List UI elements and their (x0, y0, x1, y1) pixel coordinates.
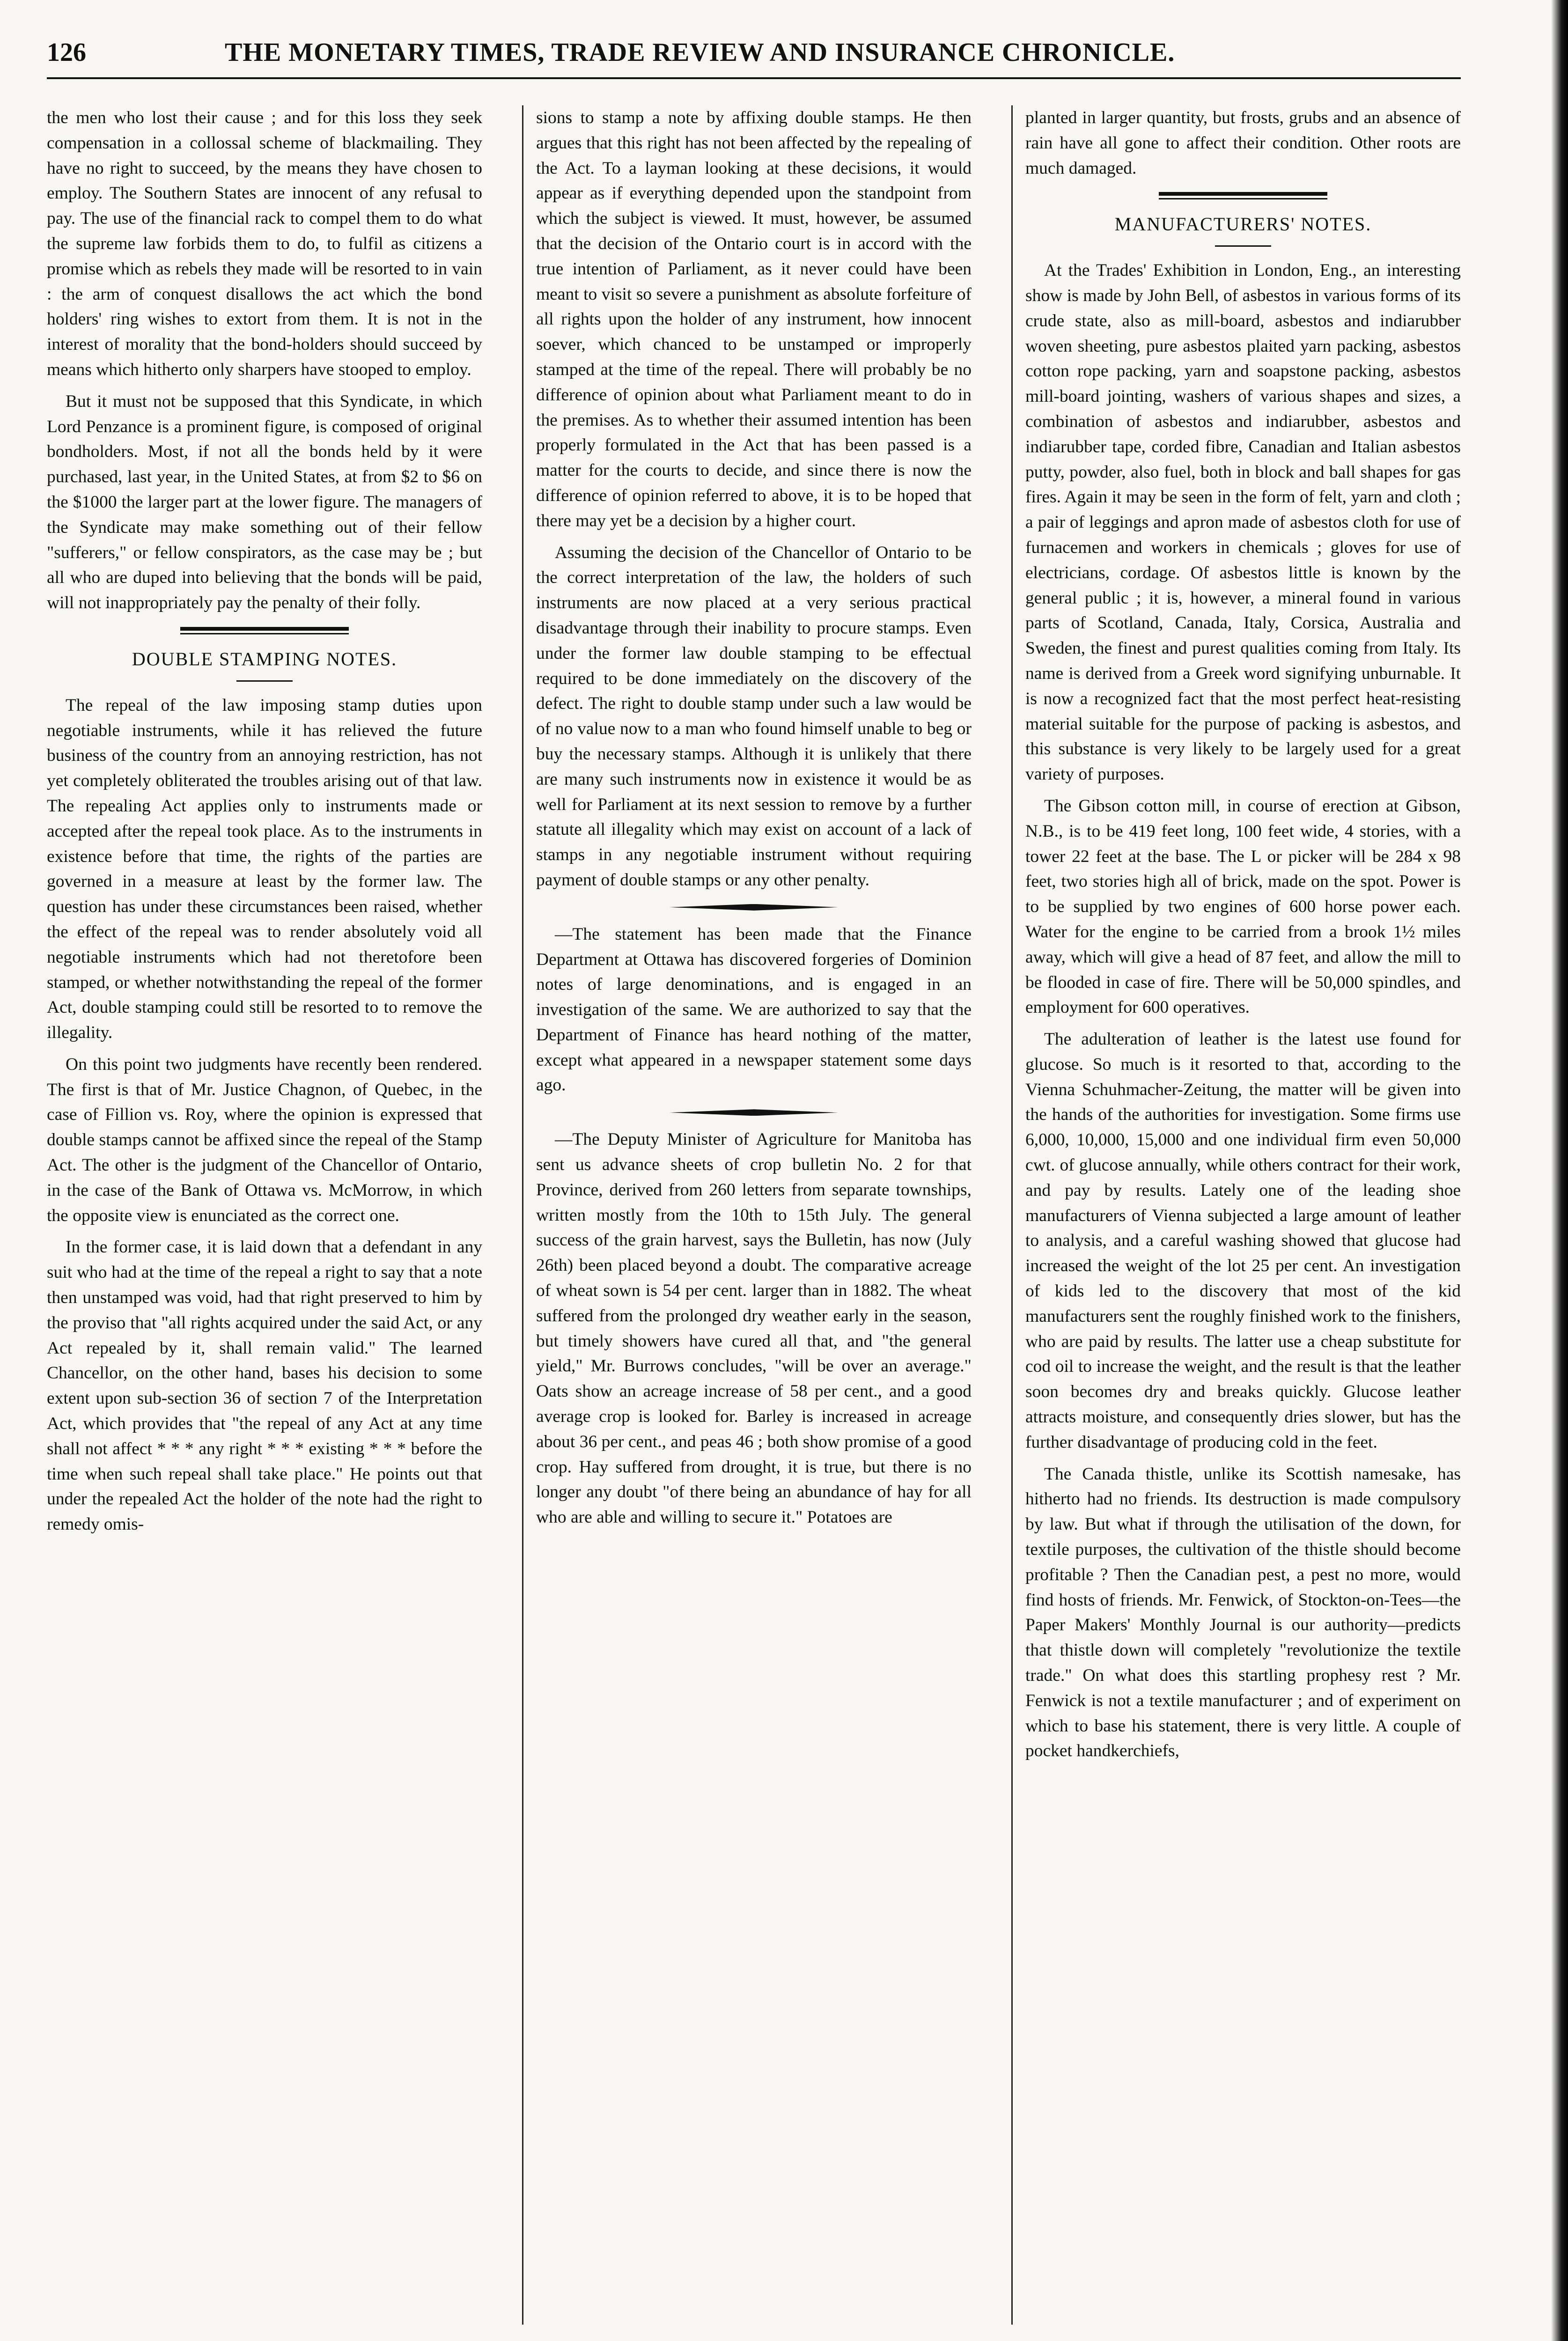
section-divider (670, 904, 838, 911)
column-3 (1025, 105, 1461, 2325)
page-number: 126 (47, 38, 86, 67)
paragraph: The Canada thistle, unlike its Scottish namesake, has hitherto had no friends. Its destruction is made compulsory by law. But what if through the utilisation of the down, for textile purposes, the cultivation of the thistle should become profitable ? Then the Canadian pest, a pest no more, would find hosts of friends. Mr. Fenwick, of Stockton-on-Tees—the Paper Makers' Monthly Journal is our authority—predicts that thistle down will completely "revolutionize the textile trade." On what does this startling prophesy rest ? Mr. Fenwick is not a textile manufacturer ; and of experiment on which to base his statement, there is very little. A couple of pocket handkerchiefs, (1025, 1464, 1461, 1761)
section-heading-manufacturers: MANUFACTURERS' NOTES. (1114, 213, 1372, 235)
running-title: THE MONETARY TIMES, TRADE REVIEW AND INSURANCE CHRONICLE. (225, 38, 1175, 67)
heading-dash (236, 680, 293, 682)
paragraph: At the Trades' Exhibition in London, Eng., an interesting show is made by John Bell, of asbestos in various forms of its crude state, also as mill-board, asbestos and indiarubber woven sheeting, pure asbestos plaited yarn packing, asbestos cotton rope packing, yarn and soapstone packing, asbestos mill-board jointing, washers of various shapes and sizes, a combination of asbestos and indiarubber, asbestos and indiarubber tape, corded fibre, Canadian and Italian asbestos putty, powder, also fuel, both in block and ball shapes for gas fires. Again it may be seen in the form of felt, yarn and cloth ; a pair of leggings and apron made of asbestos cloth for use of furnacemen and workers in chemicals ; gloves for use of electricians, cordage. Of asbestos little is known by the general public ; it is, however, a mineral found in various parts of Scotland, Canada, Italy, Corsica, Australia and Sweden, the finest and purest qualities coming from Italy. Its name is derived from a Greek word signifying unburnable. It is now a recognized fact that the most perfect heat-resisting material suitable for the purpose of packing is asbestos, and this substance is very likely to be largely used for a great variety of purposes. (1025, 261, 1461, 784)
section-divider (1159, 192, 1327, 199)
paragraph: Assuming the decision of the Chancellor of Ontario to be the correct interpretation of the law, the holders of such instruments are now placed at a very serious practical disadvantage through their inability to procure stamps. Even under the former law double stamping to be effectual required to be done immediately on the discovery of the defect. The right to double stamp under such a law would be of no value now to a man who found himself unable to beg or buy the necessary stamps. Although it is unlikely that there are many such instruments now in existence it would be as well for Parliament at its next session to remove by a further statute all illegality which may exist on account of a lack of stamps in any negotiable instrument without requiring payment of double stamps or any other penalty. (536, 543, 972, 890)
paragraph: The repeal of the law imposing stamp duties upon negotiable instruments, while it has relieved the future business of the country from an annoying restriction, has not yet completely obliterated the troubles arising out of that law. The repealing Act applies only to instruments made or accepted after the repeal took place. As to the instruments in existence before that time, the rights of the parties are governed in a measure at least by the former law. The question has under these circumstances been raised, whether the effect of the repeal was to render absolutely void all negotiable instruments which had not theretofore been stamped, or whether notwithstanding the repeal of the former Act, double stamping could still be resorted to to remove the illegality. (47, 695, 482, 1043)
paragraph: —The statement has been made that the Finance Department at Ottawa has discovered forgeries of Dominion notes of large denominations, and is engaged in an investigation of the same. We are authorized to say that the Department of Finance has heard nothing of the matter, except what appeared in a newspaper statement some days ago. (536, 924, 972, 1095)
paragraph: The Gibson cotton mill, in course of erection at Gibson, N.B., is to be 419 feet long, 100 feet wide, 4 stories, with a tower 22 feet at the base. The L or picker will be 284 x 98 feet, two stories high all of brick, made on the spot. Power is to be supplied by two engines of 600 horse power each. Water for the engine to be carried from a brook 1½ miles away, which will give a head of 87 feet, and allow the mill to be flooded in case of fire. There will be 50,000 spindles, and employment for 600 operatives. (1025, 796, 1461, 1017)
article-columns (47, 105, 1461, 2334)
paragraph: The adulteration of leather is the latest use found for glucose. So much is it resorted to that, according to the Vienna Schuhmacher-Zeitung, the matter will be given into the hands of the authorities for investigation. Some firms use 6,000, 10,000, 15,000 and one individual firm even 50,000 cwt. of glucose annually, while others contract for their work, and pay by results. Lately one of the leading shoe manufacturers of Vienna subjected a large amount of leather to analysis, and a careful washing showed that glucose had increased the weight of the lot 25 per cent. An investigation of kids led to the discovery that most of the kid manufacturers sent the roughly finished work to the finishers, who are paid by results. The latter use a cheap substitute for cod oil to increase the weight, and the result is that the leather soon becomes dry and breaks quickly. Glucose leather attracts moisture, and consequently dries slower, but has the further disadvantage of producing cold in the feet. (1025, 1030, 1461, 1452)
paragraph: But it must not be supposed that this Syndicate, in which Lord Penzance is a prominent figure, is composed of original bondholders. Most, if not all the bonds held by it were purchased, last year, in the United States, at from $2 to $6 on the $1000 the larger part at the lower figure. The managers of the Syndicate may make something out of their fellow "sufferers," or fellow conspirators, as the case may be ; but all who are duped into believing that the bonds will be paid, will not inappropriately pay the penalty of their folly. (47, 391, 482, 613)
scan-edge-shadow (1551, 0, 1568, 2341)
paragraph: sions to stamp a note by affixing double stamps. He then argues that this right has not been affected by the repealing of the Act. To a layman looking at these decisions, it would appear as if everything depended upon the standpoint from which the subject is viewed. It must, however, be assumed that the decision of the Ontario court is in accord with the true intention of Parliament, as it never could have been meant to visit so severe a punishment as absolute forfeiture of all rights upon the holder of any instrument, how innocent soever, which chanced to be unstamped or improperly stamped at the time of the repeal. There will probably be no difference of opinion about what Parliament meant to do in the premises. As to whether their assumed intention has been properly formulated in the Act that has been passed is a matter for the courts to decide, and since there is now the difference of opinion referred to above, it is to be hoped that there may yet be a decision by a higher court. (536, 108, 972, 530)
section-divider (670, 1109, 838, 1116)
page-header (47, 33, 1461, 79)
paragraph: In the former case, it is laid down that a defendant in any suit who had at the time of the repeal a right to say that a note then unstamped was void, had that right preserved to him by the proviso that "all rights acquired under the said Act, or any Act repealed by it, shall remain valid." The learned Chancellor, on the other hand, bases his decision to some extent upon sub-section 36 of section 7 of the Interpretation Act, which provides that "the repeal of any Act at any time shall not affect * * * any right * * * existing * * * before the time when such repeal shall take place." He points out that under the repealed Act the holder of the note had the right to remedy omis- (47, 1237, 482, 1534)
column-1 (47, 105, 482, 2325)
paragraph: the men who lost their cause ; and for this loss they seek compensation in a collossal scheme of blackmailing. They have no right to succeed, by the means they have chosen to employ. The Southern States are innocent of any refusal to pay. The use of the financial rack to compel them to do what the supreme law forbids them to do, to fulfil as citizens a promise which as rebels they made will be resorted to in vain : the arm of conquest disallows the act which the bond holders' ring wishes to extort from them. It is not in the interest of morality that the bond-holders should succeed by means which hitherto only sharpers have stooped to employ. (47, 108, 482, 379)
section-heading-double-stamping: DOUBLE STAMPING NOTES. (132, 648, 398, 670)
section-divider (180, 627, 349, 634)
paragraph: On this point two judgments have recently been rendered. The first is that of Mr. Justice Chagnon, of Quebec, in the case of Fillion vs. Roy, where the opinion is expressed that double stamps cannot be affixed since the repeal of the Stamp Act. The other is the judgment of the Chancellor of Ontario, in the case of the Bank of Ottawa vs. McMorrow, in which the opposite view is enunciated as the correct one. (47, 1054, 482, 1225)
paragraph: planted in larger quantity, but frosts, grubs and an absence of rain have all gone to affect their condition. Other roots are much damaged. (1025, 108, 1461, 178)
heading-dash (1215, 245, 1271, 247)
column-2 (536, 105, 972, 2325)
paragraph: —The Deputy Minister of Agriculture for Manitoba has sent us advance sheets of crop bulletin No. 2 for that Province, derived from 260 letters from separate townships, written mostly from the 10th to 15th July. The general success of the grain harvest, says the Bulletin, has now (July 26th) been placed beyond a doubt. The comparative acreage of wheat sown is 54 per cent. larger than in 1882. The wheat suffered from the prolonged dry weather early in the season, but timely showers have cured all that, and "the general yield," Mr. Burrows concludes, "will be over an average." Oats show an acreage increase of 58 per cent., and a good average crop is looked for. Barley is increased in acreage about 36 per cent., and peas 46 ; both show promise of a good crop. Hay suffered from drought, it is true, but there is no longer any doubt "of there being an abundance of hay for all who are able and willing to secure it." Potatoes are (536, 1130, 972, 1527)
